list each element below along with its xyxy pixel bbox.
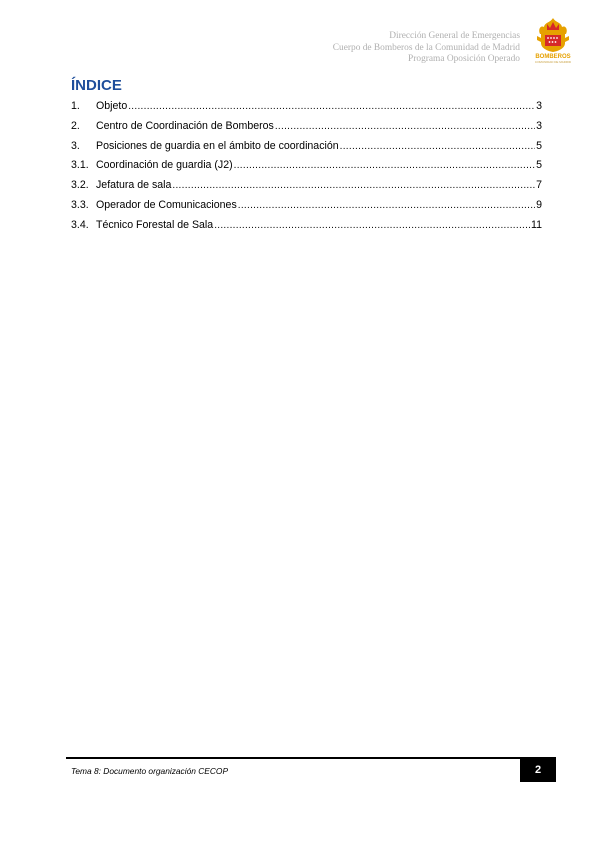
header-line-3: Programa Oposición Operado xyxy=(408,54,520,65)
toc-dot-leader xyxy=(234,160,535,171)
toc-entry-number: 1. xyxy=(71,100,80,112)
toc-dot-leader xyxy=(128,101,535,112)
toc-entry-label[interactable]: Centro de Coordinación de Bomberos xyxy=(96,119,274,132)
toc-entry-objeto[interactable] xyxy=(71,100,542,120)
logo-subtext: COMUNIDAD DE MADRID xyxy=(534,60,572,64)
toc-entry-label[interactable]: Jefatura de sala xyxy=(96,179,172,192)
footer-document-title: Tema 8: Documento organización CECOP xyxy=(71,766,229,776)
toc-entry-number: 3. xyxy=(71,139,80,152)
toc-entry-number: 3.3. xyxy=(71,198,89,211)
toc-dot-leader xyxy=(238,200,535,211)
toc-entry-label[interactable]: Objeto xyxy=(96,100,128,112)
toc-entry-posiciones-guardia[interactable] xyxy=(71,140,542,160)
toc-entry-number: 3.2. xyxy=(71,179,89,192)
toc-dot-leader xyxy=(172,180,535,191)
toc-entry-page[interactable]: 5 xyxy=(536,139,542,152)
toc-dot-leader xyxy=(275,121,535,132)
toc-entry-coordinacion-guardia[interactable] xyxy=(71,159,542,179)
toc-entry-label[interactable]: Posiciones de guardia en el ámbito de coordinación xyxy=(96,139,339,152)
toc-entry-page[interactable]: 3 xyxy=(536,100,542,112)
toc-entry-jefatura-sala[interactable] xyxy=(71,179,542,199)
toc-dot-leader xyxy=(214,220,530,231)
toc-entry-centro-coordinacion[interactable] xyxy=(71,120,542,140)
toc-entry-label[interactable]: Operador de Comunicaciones xyxy=(96,198,237,211)
header-organization xyxy=(333,31,520,66)
toc-entry-number: 3.4. xyxy=(71,218,89,231)
toc-entry-tecnico-forestal[interactable] xyxy=(71,219,542,239)
toc-entry-page[interactable]: 3 xyxy=(536,119,542,132)
footer-divider xyxy=(66,757,556,759)
toc-entry-number: 3.1. xyxy=(71,159,89,172)
toc-entry-operador-comunicaciones[interactable] xyxy=(71,199,542,219)
toc-entry-page[interactable]: 11 xyxy=(531,218,542,231)
toc-entry-page[interactable]: 9 xyxy=(536,198,542,211)
table-of-contents xyxy=(71,100,542,239)
toc-entry-label[interactable]: Técnico Forestal de Sala xyxy=(96,218,214,231)
toc-entry-page[interactable]: 7 xyxy=(536,179,542,192)
toc-entry-page[interactable]: 5 xyxy=(536,159,542,172)
page-number-badge: 2 xyxy=(520,758,556,782)
toc-title: ÍNDICE xyxy=(71,77,122,94)
header-line-2: Cuerpo de Bomberos de la Comunidad de Madrid xyxy=(332,42,520,53)
header-line-1: Dirección General de Emergencias xyxy=(389,31,520,41)
toc-dot-leader xyxy=(340,141,535,152)
toc-entry-label[interactable]: Coordinación de guardia (J2) xyxy=(96,159,233,172)
toc-entry-number: 2. xyxy=(71,119,80,132)
logo-text: BOMBEROS xyxy=(535,54,571,60)
